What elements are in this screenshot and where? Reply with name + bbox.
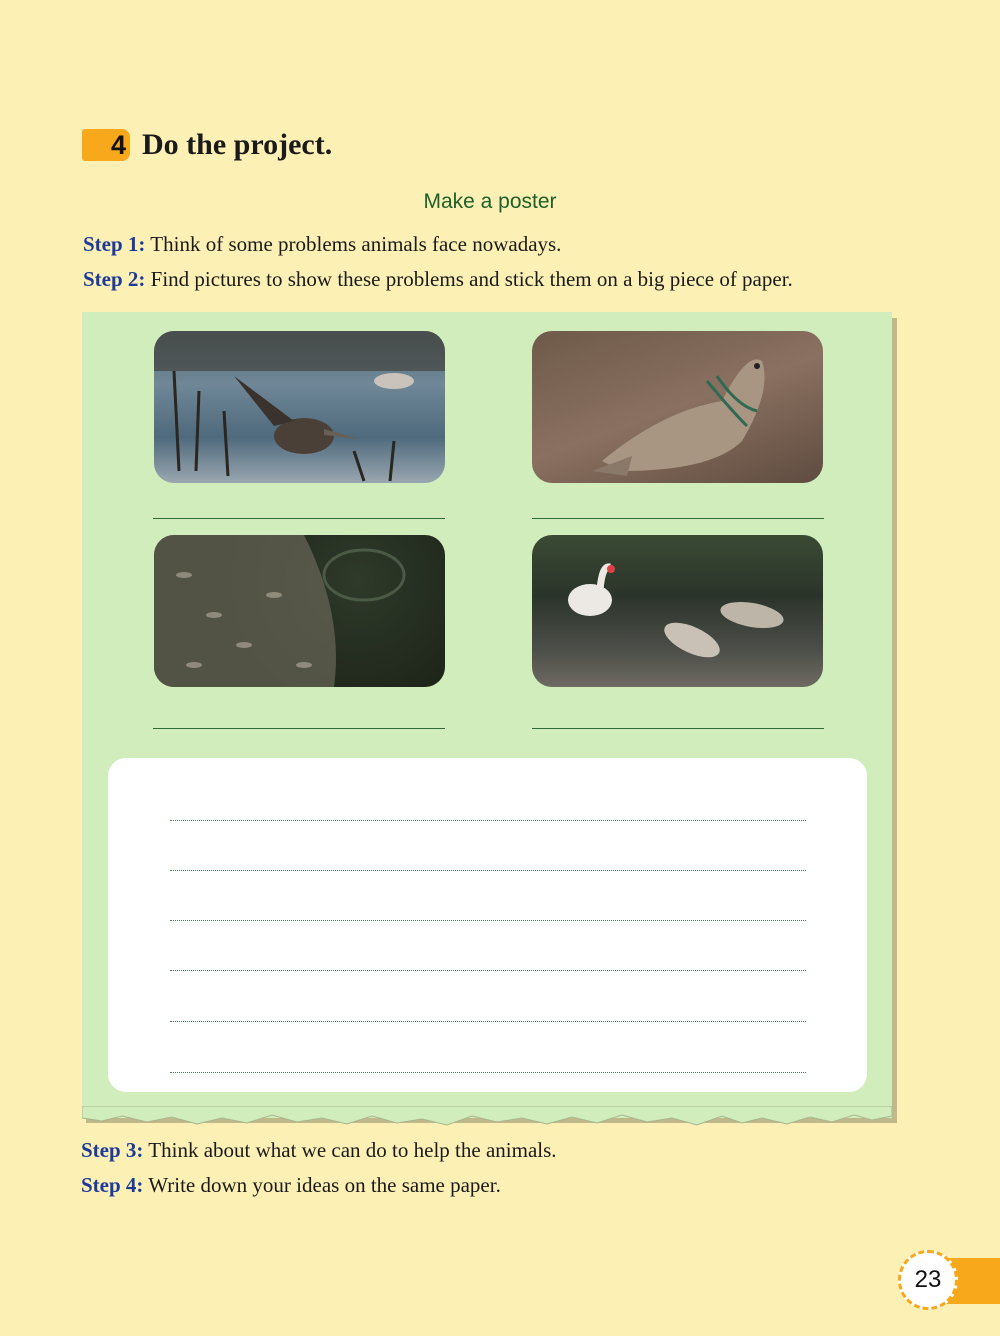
caption-line-1 [153, 518, 445, 519]
step-1-label: Step 1: [83, 232, 146, 256]
step-1 [83, 232, 561, 257]
writing-line [170, 1021, 806, 1022]
caption-line-4 [532, 728, 824, 729]
step-3-text: Think about what we can do to help the animals. [143, 1138, 557, 1162]
writing-line [170, 920, 806, 921]
step-1-text: Think of some problems animals face nowadays. [145, 232, 562, 256]
step-2 [83, 267, 793, 292]
oil-covered-pelican-photo [154, 331, 445, 483]
section-header [82, 128, 332, 162]
step-4 [81, 1173, 501, 1198]
writing-line [170, 820, 806, 821]
writing-line [170, 870, 806, 871]
step-3 [81, 1138, 557, 1163]
section-number-badge: 4 [82, 129, 130, 161]
section-title: Do the project. [142, 128, 333, 161]
step-2-text: Find pictures to show these problems and stick them on a big piece of paper. [145, 267, 793, 291]
writing-line [170, 970, 806, 971]
step-3-label: Step 3: [81, 1138, 144, 1162]
page-number: 23 [898, 1250, 958, 1310]
poster-torn-edge [82, 1106, 892, 1132]
swan-and-dead-fish-photo [532, 535, 823, 687]
ideas-writing-box [108, 758, 867, 1092]
caption-line-3 [153, 728, 445, 729]
sea-lion-tangled-in-net-photo [532, 331, 823, 483]
step-2-label: Step 2: [83, 267, 146, 291]
dead-fish-photo [154, 535, 445, 687]
writing-line [170, 1072, 806, 1073]
step-4-text: Write down your ideas on the same paper. [143, 1173, 501, 1197]
step-4-label: Step 4: [81, 1173, 144, 1197]
caption-line-2 [532, 518, 824, 519]
poster-subtitle: Make a poster [423, 190, 557, 213]
